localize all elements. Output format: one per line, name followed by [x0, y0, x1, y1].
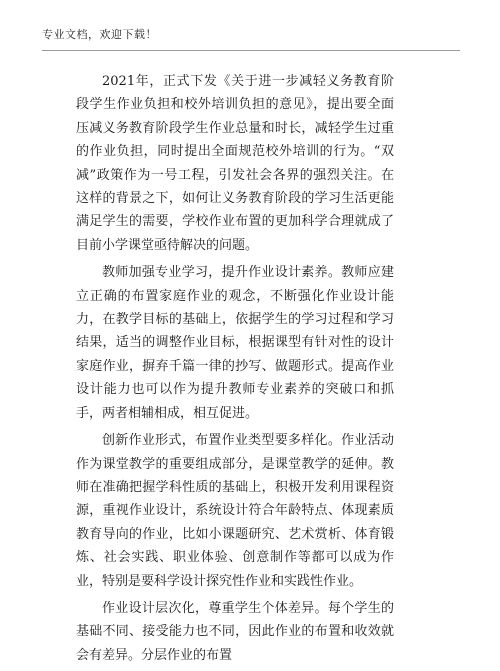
paragraph-layered-design: 作业设计层次化，尊重学生个体差异。每个学生的基础不同、接受能力也不同，因此作业的布置和收效就会有差异。分层作业的布置	[76, 600, 394, 663]
page-header: 专业文档，欢迎下载！	[42, 28, 157, 41]
paragraph-intro: 2021年，正式下发《关于进一步减轻义务教育阶段学生作业负担和校外培训负担的意见》，提出要全面压减义务教育阶段学生作业总量和时长，减轻学生过重的作业负担，同时提出全面规范校外培训的行为。“双减”政策作为一号工程，引发社会各界的强烈关注。在这样的背景之下，如何让义务教育阶段的学习生活更能满足学生的需要，学校作业布置的更加科学合理就成了目前小学课堂亟待解决的问题。	[76, 74, 394, 253]
document-body	[76, 70, 394, 671]
header-divider	[42, 50, 460, 51]
paragraph-homework-forms: 创新作业形式，布置作业类型要多样化。作业活动作为课堂教学的重要组成部分，是课堂教学的延伸。教师在准确把握学科性质的基础上，积极开发利用课程资源，重视作业设计，系统设计符合年龄特点、体现素质教育导向的作业，比如小课题研究、艺术赏析、体育锻炼、社会实践、职业体验、创意制作等都可以成为作业，特别是要科学设计探究性作业和实践性作业。	[76, 433, 394, 589]
paragraph-teacher-study: 教师加强专业学习，提升作业设计素养。教师应建立正确的布置家庭作业的观念，不断强化作业设计能力，在教学目标的基础上，依据学生的学习过程和学习结果，适当的调整作业目标，根据课型有针对性的设计家庭作业，摒弃千篇一律的抄写、做题形式。提高作业设计能力也可以作为提升教师专业素养的突破口和抓手，两者相辅相成，相互促进。	[76, 265, 394, 421]
